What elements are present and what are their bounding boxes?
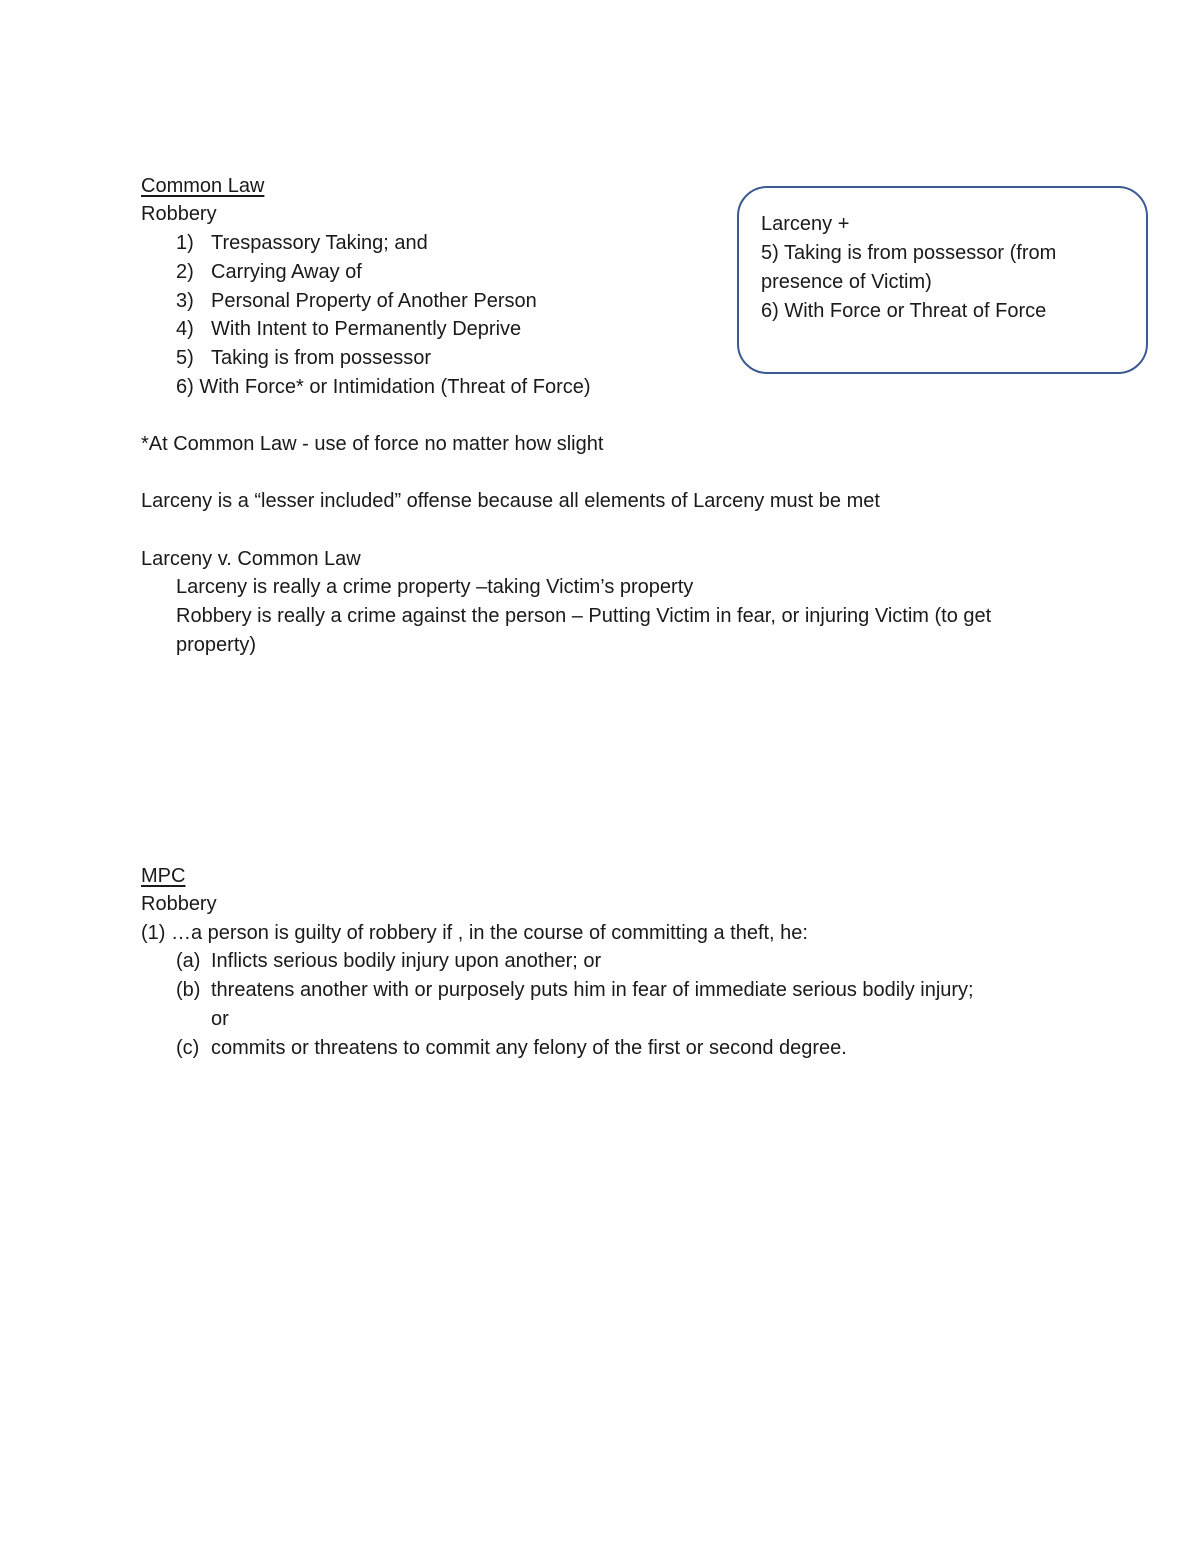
mpc-item-label: (a) — [176, 950, 201, 972]
element-text: Taking is from possessor — [211, 347, 432, 369]
common-law-heading: Common Law — [141, 175, 265, 197]
mpc-item-text: threatens another with or purposely puts him in fear of immediate serious bodily injury; — [211, 979, 974, 1001]
element-text: Trespassory Taking; and — [211, 232, 428, 254]
mpc-item — [176, 947, 601, 976]
callout-line: 5) Taking is from possessor (from — [761, 242, 1057, 264]
callout-line: Larceny + — [761, 213, 850, 235]
callout-line: presence of Victim) — [761, 271, 932, 293]
element-text: Carrying Away of — [211, 261, 362, 283]
mpc-item — [176, 976, 974, 1005]
comparison-heading: Larceny v. Common Law — [141, 548, 361, 570]
element-number: 2) — [176, 261, 194, 283]
comparison-robbery-line: Robbery is really a crime against the person – Putting Victim in fear, or injuring Victim (to get — [176, 605, 992, 627]
force-footnote: *At Common Law - use of force no matter how slight — [141, 433, 604, 455]
comparison-larceny-line: Larceny is really a crime property –taking Victim’s property — [176, 576, 694, 598]
element-number: 4) — [176, 318, 194, 340]
mpc-item-text: commits or threatens to commit any felony of the first or second degree. — [211, 1037, 847, 1059]
common-law-element — [176, 315, 521, 344]
larceny-plus-callout — [737, 186, 1148, 374]
comparison-robbery-line-cont: property) — [176, 634, 257, 656]
mpc-item — [176, 1005, 229, 1034]
common-law-element — [176, 344, 431, 373]
element-text: Personal Property of Another Person — [211, 290, 537, 312]
mpc-item-text: Inflicts serious bodily injury upon another; or — [211, 950, 602, 972]
callout-line: 6) With Force or Threat of Force — [761, 300, 1047, 322]
mpc-item — [176, 1034, 847, 1063]
lesser-included-note: Larceny is a “lesser included” offense because all elements of Larceny must be met — [141, 490, 880, 512]
common-law-element — [176, 258, 362, 287]
mpc-item-label: (b) — [176, 979, 201, 1001]
common-law-element — [176, 229, 428, 258]
element-number: 1) — [176, 232, 194, 254]
element-number: 3) — [176, 290, 194, 312]
element-number: 5) — [176, 347, 194, 369]
mpc-robbery-subheading: Robbery — [141, 893, 217, 915]
mpc-intro: (1) …a person is guilty of robbery if , in the course of committing a theft, he: — [141, 922, 808, 944]
common-law-robbery-subheading: Robbery — [141, 203, 217, 225]
common-law-element — [176, 287, 537, 316]
element-text: With Intent to Permanently Deprive — [211, 318, 522, 340]
mpc-item-text: or — [211, 1008, 229, 1030]
mpc-heading: MPC — [141, 865, 186, 887]
mpc-item-label: (c) — [176, 1037, 200, 1059]
common-law-element-6: 6) With Force* or Intimidation (Threat of Force) — [176, 376, 591, 398]
